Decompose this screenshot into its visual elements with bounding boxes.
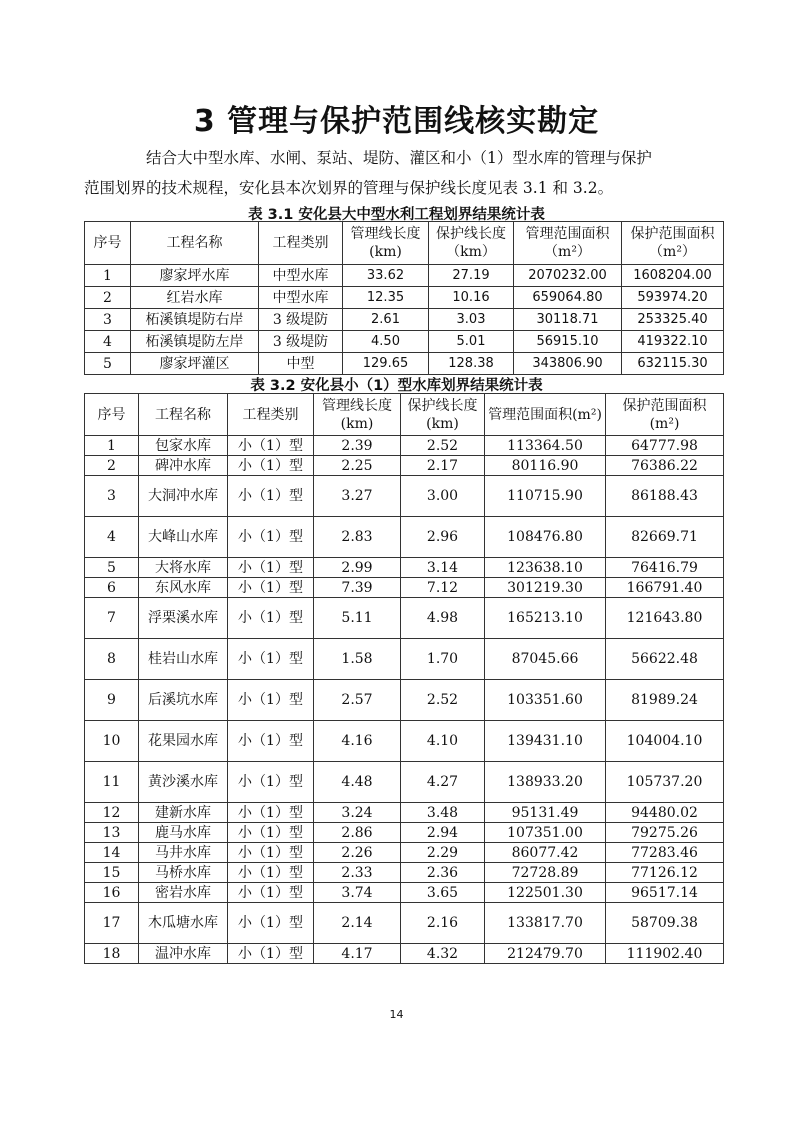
- table2-header-cell: 序号: [85, 394, 139, 436]
- table1-cell: 129.65: [343, 353, 429, 375]
- table2-row: [85, 578, 724, 598]
- table2-cell: 3.24: [314, 803, 401, 823]
- table2-cell: 5.11: [314, 598, 401, 639]
- table2-cell: 76386.22: [606, 456, 724, 476]
- table2-cell: 2.52: [401, 436, 485, 456]
- table1-cell: 3 级堤防: [259, 331, 343, 353]
- table2-cell: 4.16: [314, 721, 401, 762]
- table2-cell: 小（1）型: [228, 476, 314, 517]
- table2-cell: 2.57: [314, 680, 401, 721]
- table2-cell: 马井水库: [139, 843, 228, 863]
- table1-cell: 1: [85, 265, 131, 287]
- table2-cell: 小（1）型: [228, 944, 314, 964]
- table2-cell: 浮栗溪水库: [139, 598, 228, 639]
- table2-cell: 马桥水库: [139, 863, 228, 883]
- table2-row: [85, 639, 724, 680]
- table1-cell: 中型水库: [259, 265, 343, 287]
- table2-cell: 小（1）型: [228, 558, 314, 578]
- table1-header-cell: 管理范围面积（m²）: [514, 222, 622, 265]
- table2-cell: 小（1）型: [228, 863, 314, 883]
- table2-row: [85, 598, 724, 639]
- table1-cell: 56915.10: [514, 331, 622, 353]
- table2-row: [85, 843, 724, 863]
- table2-row: [85, 883, 724, 903]
- table2-cell: 2.83: [314, 517, 401, 558]
- table2-cell: 95131.49: [485, 803, 606, 823]
- table2-cell: 4.10: [401, 721, 485, 762]
- table1-cell: 4.50: [343, 331, 429, 353]
- table2-cell: 建新水库: [139, 803, 228, 823]
- table2-cell: 小（1）型: [228, 578, 314, 598]
- table2-cell: 82669.71: [606, 517, 724, 558]
- table2-cell: 13: [85, 823, 139, 843]
- table2-cell: 小（1）型: [228, 456, 314, 476]
- table2-cell: 2.14: [314, 903, 401, 944]
- table2-cell: 87045.66: [485, 639, 606, 680]
- table2-cell: 5: [85, 558, 139, 578]
- table2-cell: 2.29: [401, 843, 485, 863]
- table1-cell: 廖家坪灌区: [131, 353, 259, 375]
- table2-cell: 3.74: [314, 883, 401, 903]
- table2-cell: 2.52: [401, 680, 485, 721]
- table2-cell: 7: [85, 598, 139, 639]
- table1-cell: 5: [85, 353, 131, 375]
- table2-cell: 2.94: [401, 823, 485, 843]
- table2-row: [85, 823, 724, 843]
- table1-cell: 33.62: [343, 265, 429, 287]
- table1-cell: 128.38: [429, 353, 514, 375]
- table2-cell: 4.98: [401, 598, 485, 639]
- table2-cell: 122501.30: [485, 883, 606, 903]
- table2-cell: 86077.42: [485, 843, 606, 863]
- table2-cell: 3.00: [401, 476, 485, 517]
- table2-cell: 165213.10: [485, 598, 606, 639]
- table2-cell: 4.27: [401, 762, 485, 803]
- table2-row: [85, 558, 724, 578]
- table2-cell: 小（1）型: [228, 883, 314, 903]
- table2-cell: 2.96: [401, 517, 485, 558]
- table2-cell: 小（1）型: [228, 436, 314, 456]
- table2-cell: 鹿马水库: [139, 823, 228, 843]
- table2-row: [85, 456, 724, 476]
- table2-cell: 79275.26: [606, 823, 724, 843]
- table2-cell: 2.26: [314, 843, 401, 863]
- table2-cell: 103351.60: [485, 680, 606, 721]
- table1-cell: 419322.10: [622, 331, 724, 353]
- table2-header-cell: 工程名称: [139, 394, 228, 436]
- table2-cell: 166791.40: [606, 578, 724, 598]
- table2-cell: 4.48: [314, 762, 401, 803]
- table2-caption: 表 3.2 安化县小（1）型水库划界结果统计表: [250, 378, 543, 394]
- table1-header-cell: 工程类别: [259, 222, 343, 265]
- table1-cell: 柘溪镇堤防右岸: [131, 309, 259, 331]
- table1-cell: 3: [85, 309, 131, 331]
- table2-cell: 大洞冲水库: [139, 476, 228, 517]
- table1-cell: 593974.20: [622, 287, 724, 309]
- table2-cell: 138933.20: [485, 762, 606, 803]
- table2-row: [85, 436, 724, 456]
- table2-cell: 7.39: [314, 578, 401, 598]
- table2-row: [85, 762, 724, 803]
- table2-cell: 2.39: [314, 436, 401, 456]
- table2-cell: 2.99: [314, 558, 401, 578]
- table2-cell: 3.14: [401, 558, 485, 578]
- table1-cell: 1608204.00: [622, 265, 724, 287]
- table2-cell: 123638.10: [485, 558, 606, 578]
- table2-cell: 3.27: [314, 476, 401, 517]
- table2-row: [85, 721, 724, 762]
- table1-cell: 10.16: [429, 287, 514, 309]
- table1-row: [85, 287, 724, 309]
- table2-cell: 105737.20: [606, 762, 724, 803]
- table1-cell: 2.61: [343, 309, 429, 331]
- table1-header-row: [85, 222, 724, 265]
- table2-cell: 17: [85, 903, 139, 944]
- table2-cell: 8: [85, 639, 139, 680]
- table2-cell: 94480.02: [606, 803, 724, 823]
- table1-cell: 廖家坪水库: [131, 265, 259, 287]
- table2-cell: 1: [85, 436, 139, 456]
- table2-cell: 56622.48: [606, 639, 724, 680]
- table2-cell: 301219.30: [485, 578, 606, 598]
- table1-cell: 12.35: [343, 287, 429, 309]
- table2-cell: 小（1）型: [228, 598, 314, 639]
- table2-cell: 大将水库: [139, 558, 228, 578]
- table2-cell: 小（1）型: [228, 517, 314, 558]
- table1-cell: 红岩水库: [131, 287, 259, 309]
- table2-cell: 110715.90: [485, 476, 606, 517]
- table1-header-cell: 序号: [85, 222, 131, 265]
- table2-cell: 113364.50: [485, 436, 606, 456]
- intro-paragraph-line-1: 结合大中型水库、水闸、泵站、堤防、灌区和小（1）型水库的管理与保护: [146, 149, 652, 167]
- table2-cell: 2.25: [314, 456, 401, 476]
- table2-cell: 16: [85, 883, 139, 903]
- table2-cell: 花果园水库: [139, 721, 228, 762]
- table2-cell: 1.58: [314, 639, 401, 680]
- table2-row: [85, 517, 724, 558]
- table1-large-medium-projects: [84, 221, 724, 375]
- table2-cell: 15: [85, 863, 139, 883]
- section-title: 3 管理与保护范围线核实勘定: [193, 104, 600, 139]
- table2-cell: 77283.46: [606, 843, 724, 863]
- table2-cell: 14: [85, 843, 139, 863]
- page-number: 14: [389, 1008, 404, 1021]
- table2-cell: 黄沙溪水库: [139, 762, 228, 803]
- table1-header-cell: 工程名称: [131, 222, 259, 265]
- table2-cell: 212479.70: [485, 944, 606, 964]
- table2-cell: 大峰山水库: [139, 517, 228, 558]
- table2-cell: 木瓜塘水库: [139, 903, 228, 944]
- table2-cell: 2.16: [401, 903, 485, 944]
- table2-cell: 58709.38: [606, 903, 724, 944]
- table2-cell: 121643.80: [606, 598, 724, 639]
- table1-row: [85, 331, 724, 353]
- table1-header-cell: 保护范围面积（m²）: [622, 222, 724, 265]
- table1-cell: 5.01: [429, 331, 514, 353]
- table2-header-cell: 管理范围面积(m²): [485, 394, 606, 436]
- table2-cell: 86188.43: [606, 476, 724, 517]
- table2-cell: 107351.00: [485, 823, 606, 843]
- table1-cell: 3.03: [429, 309, 514, 331]
- table2-cell: 3: [85, 476, 139, 517]
- table2-cell: 4.17: [314, 944, 401, 964]
- table2-cell: 72728.89: [485, 863, 606, 883]
- table1-cell: 中型: [259, 353, 343, 375]
- table2-cell: 96517.14: [606, 883, 724, 903]
- table1-cell: 4: [85, 331, 131, 353]
- table2-cell: 133817.70: [485, 903, 606, 944]
- table2-cell: 10: [85, 721, 139, 762]
- table2-cell: 4.32: [401, 944, 485, 964]
- table2-row: [85, 944, 724, 964]
- table2-cell: 3.48: [401, 803, 485, 823]
- table2-cell: 3.65: [401, 883, 485, 903]
- table2-cell: 77126.12: [606, 863, 724, 883]
- table2-cell: 64777.98: [606, 436, 724, 456]
- table2-cell: 小（1）型: [228, 823, 314, 843]
- table2-cell: 小（1）型: [228, 762, 314, 803]
- table2-cell: 2.17: [401, 456, 485, 476]
- table1-cell: 30118.71: [514, 309, 622, 331]
- table2-cell: 密岩水库: [139, 883, 228, 903]
- table1-cell: 2: [85, 287, 131, 309]
- table2-cell: 温冲水库: [139, 944, 228, 964]
- table2-cell: 小（1）型: [228, 843, 314, 863]
- table2-cell: 9: [85, 680, 139, 721]
- table2-cell: 东风水库: [139, 578, 228, 598]
- table2-row: [85, 803, 724, 823]
- table1-row: [85, 353, 724, 375]
- table2-header-cell: 保护线长度(km): [401, 394, 485, 436]
- table2-cell: 2.36: [401, 863, 485, 883]
- table1-row: [85, 265, 724, 287]
- table1-cell: 632115.30: [622, 353, 724, 375]
- table1-cell: 343806.90: [514, 353, 622, 375]
- table2-cell: 108476.80: [485, 517, 606, 558]
- table2-cell: 139431.10: [485, 721, 606, 762]
- table2-header-cell: 工程类别: [228, 394, 314, 436]
- table1-cell: 27.19: [429, 265, 514, 287]
- table2-header-cell: 保护范围面积(m²): [606, 394, 724, 436]
- table2-header-row: [85, 394, 724, 436]
- table2-cell: 76416.79: [606, 558, 724, 578]
- table1-caption: 表 3.1 安化县大中型水利工程划界结果统计表: [248, 207, 545, 223]
- table2-row: [85, 903, 724, 944]
- table2-small-reservoirs: [84, 393, 724, 964]
- table2-cell: 小（1）型: [228, 680, 314, 721]
- table1-header-cell: 保护线长度（km）: [429, 222, 514, 265]
- table2-cell: 1.70: [401, 639, 485, 680]
- table2-cell: 碑冲水库: [139, 456, 228, 476]
- table2-cell: 包家水库: [139, 436, 228, 456]
- table2-cell: 111902.40: [606, 944, 724, 964]
- table2-cell: 7.12: [401, 578, 485, 598]
- table2-cell: 80116.90: [485, 456, 606, 476]
- table2-row: [85, 476, 724, 517]
- table2-row: [85, 680, 724, 721]
- table2-cell: 6: [85, 578, 139, 598]
- table1-cell: 3 级堤防: [259, 309, 343, 331]
- table2-cell: 4: [85, 517, 139, 558]
- table2-cell: 81989.24: [606, 680, 724, 721]
- table2-cell: 桂岩山水库: [139, 639, 228, 680]
- intro-paragraph-line-2: 范围划界的技术规程，安化县本次划界的管理与保护线长度见表 3.1 和 3.2。: [84, 179, 614, 197]
- table1-cell: 2070232.00: [514, 265, 622, 287]
- table1-row: [85, 309, 724, 331]
- table2-cell: 2.33: [314, 863, 401, 883]
- table2-cell: 12: [85, 803, 139, 823]
- table2-cell: 104004.10: [606, 721, 724, 762]
- table2-cell: 小（1）型: [228, 803, 314, 823]
- table2-cell: 2.86: [314, 823, 401, 843]
- table2-cell: 18: [85, 944, 139, 964]
- table2-cell: 小（1）型: [228, 721, 314, 762]
- table1-cell: 253325.40: [622, 309, 724, 331]
- table1-cell: 中型水库: [259, 287, 343, 309]
- table1-header-cell: 管理线长度(km): [343, 222, 429, 265]
- table2-header-cell: 管理线长度(km): [314, 394, 401, 436]
- table2-cell: 小（1）型: [228, 903, 314, 944]
- table1-cell: 柘溪镇堤防左岸: [131, 331, 259, 353]
- table2-row: [85, 863, 724, 883]
- table2-cell: 小（1）型: [228, 639, 314, 680]
- table2-cell: 11: [85, 762, 139, 803]
- table1-cell: 659064.80: [514, 287, 622, 309]
- table2-cell: 后溪坑水库: [139, 680, 228, 721]
- table2-cell: 2: [85, 456, 139, 476]
